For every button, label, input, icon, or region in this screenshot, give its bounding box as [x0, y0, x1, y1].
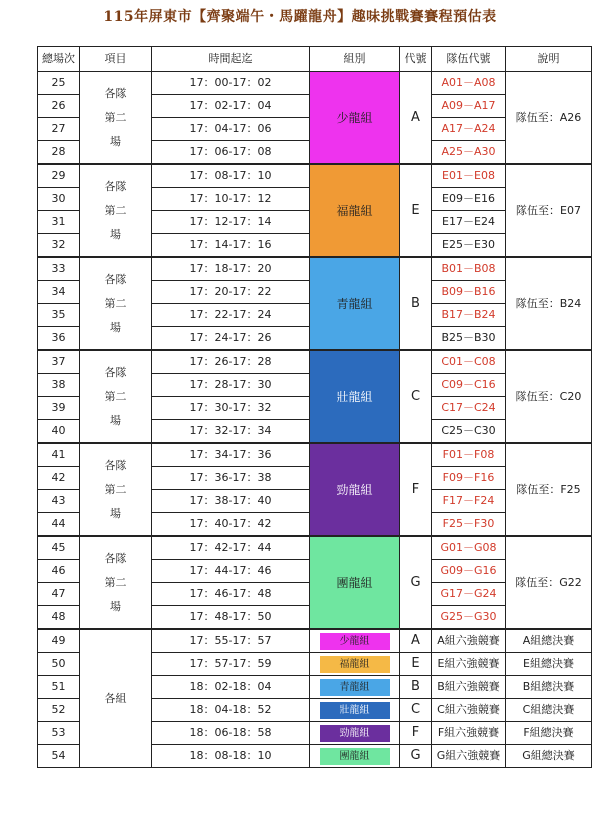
time-range: 17：04-17：06	[152, 118, 310, 141]
group-code: B	[400, 257, 432, 350]
table-row	[38, 164, 592, 188]
time-range: 17：48-17：50	[152, 606, 310, 630]
group-cell	[310, 699, 400, 722]
time-range: 17：22-17：24	[152, 304, 310, 327]
table-row	[38, 443, 592, 467]
match-number: 27	[38, 118, 80, 141]
group-code: C	[400, 350, 432, 443]
header-cell: 隊伍代號	[432, 47, 506, 72]
team-codes: E17－E24	[432, 211, 506, 234]
item-label: 各隊第二場	[104, 365, 127, 427]
time-range: 18：06-18：58	[152, 722, 310, 745]
team-codes: G25－G30	[432, 606, 506, 630]
group-cell	[310, 629, 400, 653]
item-label: 各隊第二場	[104, 458, 127, 520]
group-cell: 福龍組	[310, 164, 400, 257]
match-number: 34	[38, 281, 80, 304]
header-row	[38, 47, 592, 72]
time-range: 17：44-17：46	[152, 560, 310, 583]
time-range: 17：00-17：02	[152, 72, 310, 95]
time-range: 17：40-17：42	[152, 513, 310, 537]
note-cell: C組總決賽	[506, 699, 592, 722]
note-cell: 隊伍至：F25	[506, 443, 592, 536]
team-codes: G09－G16	[432, 560, 506, 583]
group-cell	[310, 722, 400, 745]
team-codes: C25－C30	[432, 420, 506, 444]
time-range: 18：04-18：52	[152, 699, 310, 722]
group-cell: 青龍組	[310, 257, 400, 350]
time-range: 17：08-17：10	[152, 164, 310, 188]
match-number: 51	[38, 676, 80, 699]
note-cell: 隊伍至：E07	[506, 164, 592, 257]
match-number: 45	[38, 536, 80, 560]
item-cell	[80, 350, 152, 443]
match-number: 33	[38, 257, 80, 281]
note-cell: F組總決賽	[506, 722, 592, 745]
team-codes: A組六強競賽	[432, 629, 506, 653]
item-cell	[80, 536, 152, 629]
group-code: F	[400, 443, 432, 536]
match-number: 53	[38, 722, 80, 745]
header-cell: 組別	[310, 47, 400, 72]
match-number: 41	[38, 443, 80, 467]
match-number: 37	[38, 350, 80, 374]
group-code: G	[400, 536, 432, 629]
team-codes: C09－C16	[432, 374, 506, 397]
match-number: 36	[38, 327, 80, 351]
note-cell: 隊伍至：A26	[506, 72, 592, 165]
group-cell: 壯龍組	[310, 350, 400, 443]
team-codes: B組六強競賽	[432, 676, 506, 699]
item-label: 各隊第二場	[104, 272, 127, 334]
match-number: 52	[38, 699, 80, 722]
header-cell: 時間起迄	[152, 47, 310, 72]
match-number: 26	[38, 95, 80, 118]
match-number: 44	[38, 513, 80, 537]
item-cell	[80, 443, 152, 536]
time-range: 17：38-17：40	[152, 490, 310, 513]
team-codes: C01－C08	[432, 350, 506, 374]
note-cell: 隊伍至：C20	[506, 350, 592, 443]
note-cell: 隊伍至：B24	[506, 257, 592, 350]
time-range: 17：12-17：14	[152, 211, 310, 234]
match-number: 31	[38, 211, 80, 234]
time-range: 17：34-17：36	[152, 443, 310, 467]
match-number: 47	[38, 583, 80, 606]
group-code: E	[400, 164, 432, 257]
group-code: A	[400, 72, 432, 165]
team-codes: E25－E30	[432, 234, 506, 258]
group-badge: 福龍組	[320, 656, 390, 673]
group-code: G	[400, 745, 432, 768]
team-codes: F25－F30	[432, 513, 506, 537]
match-number: 25	[38, 72, 80, 95]
team-codes: F01－F08	[432, 443, 506, 467]
item-cell	[80, 257, 152, 350]
group-code: F	[400, 722, 432, 745]
item-label: 各隊第二場	[104, 551, 127, 613]
table-row	[38, 72, 592, 95]
group-cell	[310, 653, 400, 676]
schedule-body	[38, 72, 592, 768]
time-range: 17：30-17：32	[152, 397, 310, 420]
group-badge: 團龍組	[320, 748, 390, 765]
time-range: 17：10-17：12	[152, 188, 310, 211]
group-cell: 少龍組	[310, 72, 400, 165]
group-code: C	[400, 699, 432, 722]
time-range: 17：18-17：20	[152, 257, 310, 281]
team-codes: B09－B16	[432, 281, 506, 304]
time-range: 17：24-17：26	[152, 327, 310, 351]
time-range: 17：06-17：08	[152, 141, 310, 165]
team-codes: C組六強競賽	[432, 699, 506, 722]
group-code: E	[400, 653, 432, 676]
time-range: 17：46-17：48	[152, 583, 310, 606]
group-badge: 少龍組	[320, 633, 390, 650]
time-range: 17：02-17：04	[152, 95, 310, 118]
team-codes: E09－E16	[432, 188, 506, 211]
header-cell: 總場次	[38, 47, 80, 72]
item-cell: 各組	[80, 629, 152, 768]
note-cell: 隊伍至：G22	[506, 536, 592, 629]
match-number: 38	[38, 374, 80, 397]
team-codes: B01－B08	[432, 257, 506, 281]
match-number: 39	[38, 397, 80, 420]
time-range: 17：42-17：44	[152, 536, 310, 560]
group-cell	[310, 676, 400, 699]
group-badge: 勁龍組	[320, 725, 390, 742]
match-number: 28	[38, 141, 80, 165]
table-row	[38, 350, 592, 374]
group-code: A	[400, 629, 432, 653]
time-range: 17：32-17：34	[152, 420, 310, 444]
header-cell: 項目	[80, 47, 152, 72]
team-codes: C17－C24	[432, 397, 506, 420]
table-row	[38, 536, 592, 560]
item-label: 各隊第二場	[104, 179, 127, 241]
note-cell: G組總決賽	[506, 745, 592, 768]
note-cell: A組總決賽	[506, 629, 592, 653]
match-number: 35	[38, 304, 80, 327]
team-codes: G17－G24	[432, 583, 506, 606]
team-codes: F組六強競賽	[432, 722, 506, 745]
item-cell	[80, 72, 152, 165]
time-range: 17：36-17：38	[152, 467, 310, 490]
group-badge: 青龍組	[320, 679, 390, 696]
team-codes: G01－G08	[432, 536, 506, 560]
team-codes: A01－A08	[432, 72, 506, 95]
time-range: 17：57-17：59	[152, 653, 310, 676]
match-number: 29	[38, 164, 80, 188]
group-cell	[310, 745, 400, 768]
group-cell: 勁龍組	[310, 443, 400, 536]
header-cell: 代號	[400, 47, 432, 72]
item-cell	[80, 164, 152, 257]
group-code: B	[400, 676, 432, 699]
time-range: 17：20-17：22	[152, 281, 310, 304]
team-codes: E01－E08	[432, 164, 506, 188]
time-range: 17：26-17：28	[152, 350, 310, 374]
team-codes: G組六強競賽	[432, 745, 506, 768]
item-label: 各隊第二場	[104, 86, 127, 148]
match-number: 32	[38, 234, 80, 258]
team-codes: A25－A30	[432, 141, 506, 165]
match-number: 49	[38, 629, 80, 653]
page-title: 115年屏東市【齊聚端午・馬躍龍舟】趣味挑戰賽賽程預估表	[103, 9, 497, 25]
team-codes: B25－B30	[432, 327, 506, 351]
match-number: 30	[38, 188, 80, 211]
match-number: 42	[38, 467, 80, 490]
match-number: 40	[38, 420, 80, 444]
team-codes: E組六強競賽	[432, 653, 506, 676]
table-row	[38, 629, 592, 653]
match-number: 54	[38, 745, 80, 768]
table-row	[38, 257, 592, 281]
note-cell: E組總決賽	[506, 653, 592, 676]
match-number: 50	[38, 653, 80, 676]
header-cell: 說明	[506, 47, 592, 72]
note-cell: B組總決賽	[506, 676, 592, 699]
team-codes: A09－A17	[432, 95, 506, 118]
team-codes: F17－F24	[432, 490, 506, 513]
time-range: 18：02-18：04	[152, 676, 310, 699]
time-range: 17：55-17：57	[152, 629, 310, 653]
time-range: 17：28-17：30	[152, 374, 310, 397]
match-number: 46	[38, 560, 80, 583]
team-codes: F09－F16	[432, 467, 506, 490]
time-range: 17：14-17：16	[152, 234, 310, 258]
match-number: 48	[38, 606, 80, 630]
match-number: 43	[38, 490, 80, 513]
time-range: 18：08-18：10	[152, 745, 310, 768]
schedule-table	[37, 46, 592, 768]
team-codes: A17－A24	[432, 118, 506, 141]
group-badge: 壯龍組	[320, 702, 390, 719]
group-cell: 團龍組	[310, 536, 400, 629]
team-codes: B17－B24	[432, 304, 506, 327]
